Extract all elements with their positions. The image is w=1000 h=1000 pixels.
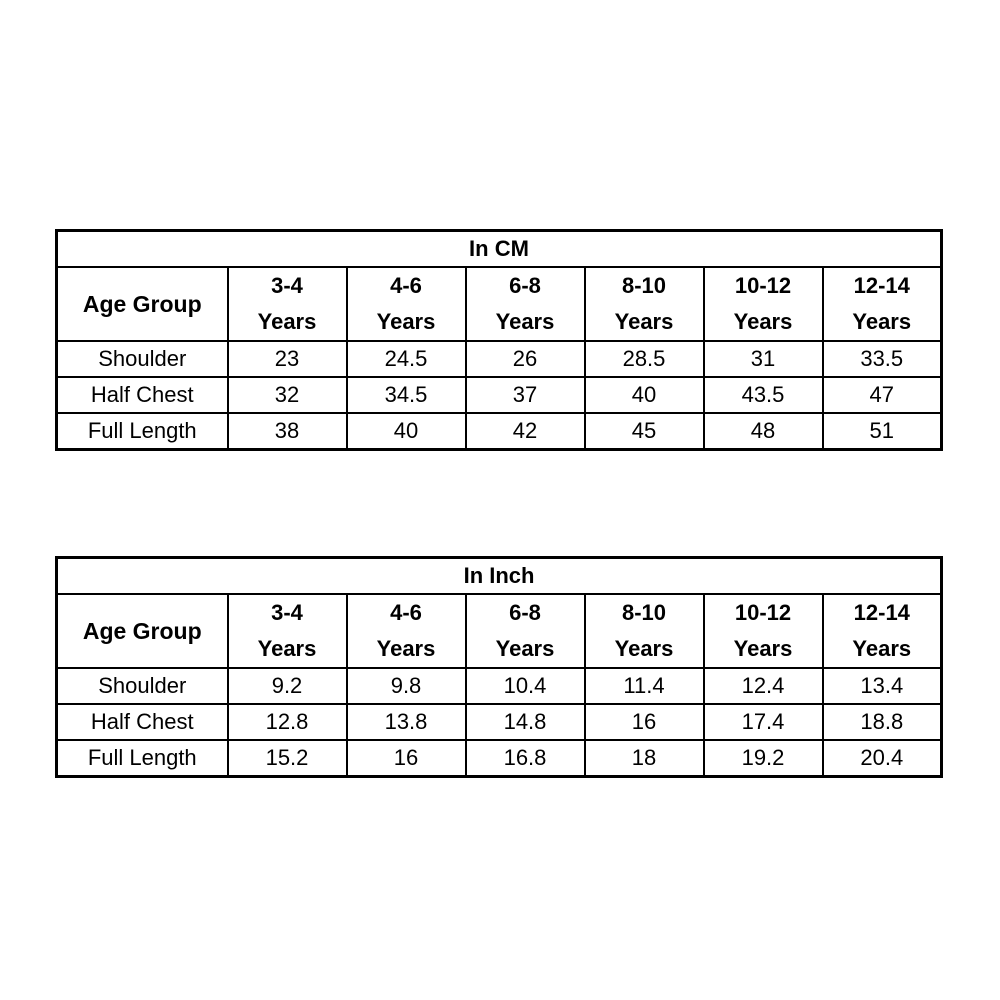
table-cell: 13.8 <box>347 704 466 740</box>
table-cell: 19.2 <box>704 740 823 777</box>
age-range: 3-4 <box>271 600 303 625</box>
age-unit: Years <box>852 636 912 661</box>
table-cell: 11.4 <box>585 668 704 704</box>
table-row <box>57 377 942 413</box>
size-table-cm <box>55 229 943 451</box>
table-cell: 9.2 <box>228 668 347 704</box>
age-range: 8-10 <box>621 600 667 625</box>
table-row <box>57 668 942 704</box>
table-cell: 12.4 <box>704 668 823 704</box>
table-cell: 34.5 <box>347 377 466 413</box>
age-range: 12-14 <box>853 273 910 298</box>
age-unit: Years <box>852 309 912 334</box>
age-group-header: Age Group <box>57 267 228 341</box>
table-cell: 51 <box>823 413 942 450</box>
table-cell: 10.4 <box>466 668 585 704</box>
table-cell: 43.5 <box>704 377 823 413</box>
row-label: Shoulder <box>57 668 228 704</box>
age-range: 4-6 <box>390 600 422 625</box>
column-header <box>585 594 704 668</box>
table-cell: 45 <box>585 413 704 450</box>
row-label: Full Length <box>57 413 228 450</box>
table-cell: 33.5 <box>823 341 942 377</box>
table-cell: 24.5 <box>347 341 466 377</box>
table-cell: 15.2 <box>228 740 347 777</box>
age-range: 4-6 <box>390 273 422 298</box>
age-unit: Years <box>733 636 793 661</box>
table-cell: 12.8 <box>228 704 347 740</box>
table-cell: 31 <box>704 341 823 377</box>
age-range: 6-8 <box>509 273 541 298</box>
row-label: Full Length <box>57 740 228 777</box>
age-range: 8-10 <box>621 273 667 298</box>
column-header <box>228 594 347 668</box>
age-unit: Years <box>614 309 674 334</box>
table-cell: 40 <box>585 377 704 413</box>
age-unit: Years <box>495 309 555 334</box>
table-cell: 9.8 <box>347 668 466 704</box>
column-header <box>823 267 942 341</box>
row-label: Half Chest <box>57 704 228 740</box>
table-cell: 28.5 <box>585 341 704 377</box>
age-range: 10-12 <box>734 600 792 625</box>
age-unit: Years <box>376 636 436 661</box>
age-unit: Years <box>257 636 317 661</box>
column-header <box>466 267 585 341</box>
age-group-header: Age Group <box>57 594 228 668</box>
column-header <box>466 594 585 668</box>
age-unit: Years <box>733 309 793 334</box>
table-cell: 37 <box>466 377 585 413</box>
age-unit: Years <box>614 636 674 661</box>
row-label: Shoulder <box>57 341 228 377</box>
table-cell: 16.8 <box>466 740 585 777</box>
column-header <box>585 267 704 341</box>
table-cell: 38 <box>228 413 347 450</box>
table-cell: 16 <box>585 704 704 740</box>
table-cell: 42 <box>466 413 585 450</box>
table-cell: 16 <box>347 740 466 777</box>
table-row <box>57 704 942 740</box>
table-cell: 14.8 <box>466 704 585 740</box>
size-table-inch <box>55 556 943 778</box>
table-cell: 26 <box>466 341 585 377</box>
age-unit: Years <box>257 309 317 334</box>
column-header <box>347 267 466 341</box>
column-header <box>823 594 942 668</box>
age-range: 3-4 <box>271 273 303 298</box>
table-cell: 48 <box>704 413 823 450</box>
column-header <box>704 594 823 668</box>
table-cell: 40 <box>347 413 466 450</box>
age-range: 6-8 <box>509 600 541 625</box>
age-range: 10-12 <box>734 273 792 298</box>
column-header <box>704 267 823 341</box>
table-title: In CM <box>57 231 942 268</box>
table-cell: 23 <box>228 341 347 377</box>
table-cell: 18.8 <box>823 704 942 740</box>
age-unit: Years <box>495 636 555 661</box>
column-header <box>347 594 466 668</box>
table-cell: 17.4 <box>704 704 823 740</box>
table-cell: 20.4 <box>823 740 942 777</box>
row-label: Half Chest <box>57 377 228 413</box>
table-cell: 18 <box>585 740 704 777</box>
age-range: 12-14 <box>853 600 910 625</box>
column-header <box>228 267 347 341</box>
age-unit: Years <box>376 309 436 334</box>
table-row <box>57 413 942 450</box>
table-row <box>57 740 942 777</box>
table-cell: 47 <box>823 377 942 413</box>
table-row <box>57 341 942 377</box>
table-cell: 13.4 <box>823 668 942 704</box>
table-title: In Inch <box>57 558 942 595</box>
table-cell: 32 <box>228 377 347 413</box>
